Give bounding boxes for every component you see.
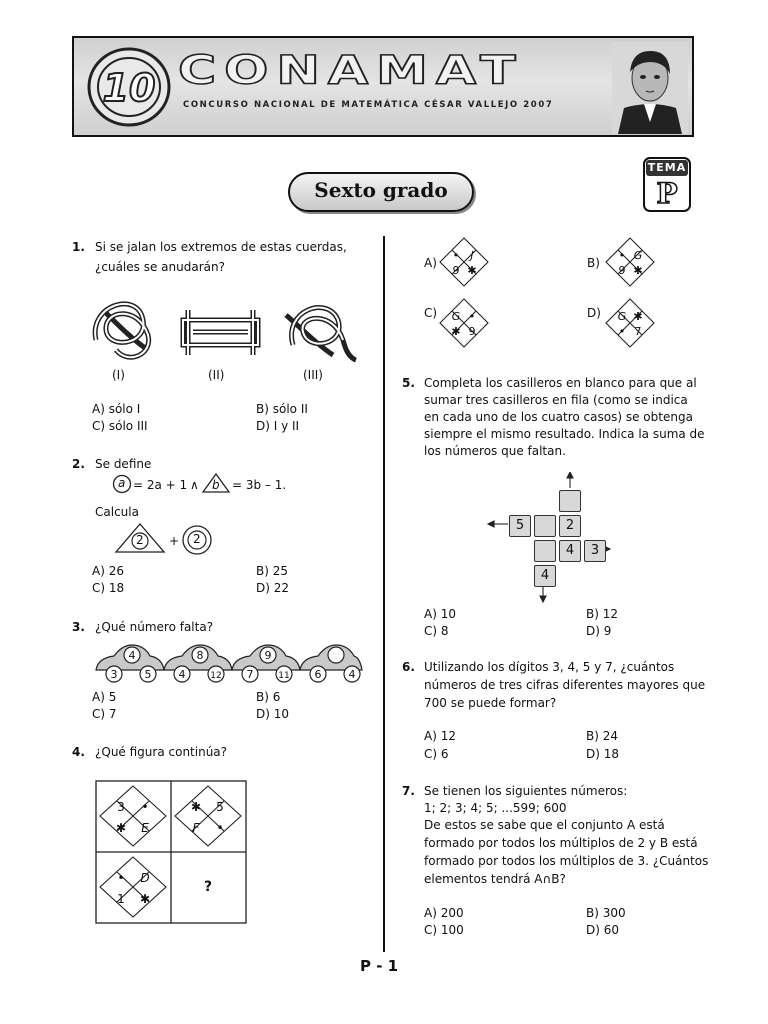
q6-option-a[interactable]: A) 12 [424,729,456,743]
q2-number: 2. [72,457,85,471]
svg-text:G: G [451,310,461,323]
q5-number: 5. [402,376,415,390]
svg-text:•: • [618,325,626,338]
grid2-bottom: • [216,821,224,835]
svg-text:✱: ✱ [633,310,643,323]
topic-label: TEMA [647,161,687,174]
svg-text:✱: ✱ [467,264,477,277]
grid3-left: 1 [117,892,125,906]
q5-line3: en cada uno de los cuatro casos) se obtenga [424,410,693,424]
q4-option-d-diamond[interactable] [604,297,656,349]
q7-option-d[interactable]: D) 60 [586,923,620,937]
q7-line3: De estos se sabe que el conjunto A está [424,818,665,832]
q1-text-line2: ¿cuáles se anudarán? [95,260,225,274]
q5-option-a[interactable]: A) 10 [424,607,456,621]
svg-text:G: G [633,249,643,262]
car2-left: 4 [178,668,186,681]
q4-option-d-label[interactable]: D) [587,306,601,320]
q1-number: 1. [72,240,85,254]
q4-option-b-diamond[interactable] [604,236,656,288]
q6-option-c[interactable]: C) 6 [424,747,449,761]
q7-line1: Se tienen los siguientes números: [424,784,628,798]
car2-top: 8 [196,649,204,662]
q3-question: ¿Qué número falta? [95,620,214,634]
q3-number: 3. [72,620,85,634]
grid-missing: ? [203,879,213,895]
q6-line1: Utilizando los dígitos 3, 4, 5 y 7, ¿cuántos [424,660,675,674]
q1-label-I: (I) [112,368,125,382]
car1-top: 4 [128,649,136,662]
q5-cell[interactable] [559,490,581,512]
car2-right: 12 [210,671,222,681]
q5-cell[interactable] [534,540,556,562]
q5-option-c[interactable]: C) 8 [424,624,449,638]
grid2-left: F [192,821,200,835]
car1-left: 3 [110,668,118,681]
q2-and-symbol: ∧ [190,478,199,492]
q3-option-c[interactable]: C) 7 [92,707,117,721]
q7-line5: formado por todos los múltiplos de 3. ¿Cuántos [424,854,709,868]
q2-option-c[interactable]: C) 18 [92,581,125,595]
grid2-top: ✱ [190,800,202,814]
svg-text:✱: ✱ [633,264,643,277]
grid3-right: D [140,871,150,885]
svg-text:7: 7 [634,325,642,338]
grid1-top: 3 [117,800,125,814]
q2-circle-value: 2 [193,532,201,546]
q4-grid-figure [95,780,247,924]
q5-cell[interactable]: 4 [559,540,581,562]
topic-letter: P [656,177,678,210]
car3-right: 11 [278,671,290,681]
svg-text:•: • [618,249,626,262]
q2-option-b[interactable]: B) 25 [256,564,288,578]
q2-intro: Se define [95,457,152,471]
q1-option-d[interactable]: D) I y II [256,419,300,433]
q7-line6: elementos tendrá A∩B? [424,872,566,886]
q2-option-a[interactable]: A) 26 [92,564,124,578]
q6-option-b[interactable]: B) 24 [586,729,618,743]
q1-label-III: (III) [303,368,323,382]
q5-cell[interactable]: 5 [509,515,531,537]
q7-option-a[interactable]: A) 200 [424,906,464,920]
svg-text:9: 9 [618,264,626,277]
q7-number: 7. [402,784,415,798]
svg-text:✱: ✱ [451,325,461,338]
svg-text:•: • [468,310,476,323]
q5-option-d[interactable]: D) 9 [586,624,612,638]
q4-number: 4. [72,745,85,759]
brand-title: CONAMAT [178,48,524,93]
car3-left: 7 [246,668,254,681]
q2-circle-var: a [118,476,126,490]
q3-option-b[interactable]: B) 6 [256,690,281,704]
q5-line4: siempre el mismo resultado. Indica la suma de [424,427,705,441]
q2-triangle-var: b [212,478,220,492]
q1-option-c[interactable]: C) sólo III [92,419,148,433]
svg-text:J: J [470,249,474,262]
grid3-top: • [117,871,125,885]
q5-line2: sumar tres casilleros en fila (como se indica [424,393,688,407]
q5-cell[interactable] [534,515,556,537]
car3-top: 9 [264,649,272,662]
car4-right: 4 [348,668,356,681]
grid2-right: 5 [216,800,224,814]
cars-figure [92,642,364,686]
brand-subtitle: CONCURSO NACIONAL DE MATEMÁTICA CÉSAR VALLEJO 2007 [183,100,554,110]
q2-triangle-value: 2 [136,533,144,547]
car4-left: 6 [314,668,322,681]
q7-line2: 1; 2; 3; 4; 5; ...599; 600 [424,801,567,815]
q5-cell[interactable]: 3 [584,540,606,562]
q4-option-b-label[interactable]: B) [587,256,600,270]
q6-number: 6. [402,660,415,674]
grid3-bottom: ✱ [139,892,151,906]
grid1-bottom: E [141,821,149,835]
q5-cell[interactable]: 2 [559,515,581,537]
rope-knots-figure [88,290,368,370]
q6-option-d[interactable]: D) 18 [586,747,620,761]
q2-plus: + [169,534,180,548]
q2-def1: = 2a + 1 [133,478,188,492]
svg-text:•: • [452,249,460,262]
q5-line1: Completa los casilleros en blanco para que al [424,376,697,390]
q4-option-c-label[interactable]: C) [424,306,438,320]
q1-label-II: (II) [208,368,225,382]
portrait-image [612,42,688,134]
q1-option-a[interactable]: A) sólo I [92,402,141,416]
q6-line3: 700 se puede formar? [424,696,557,710]
svg-text:G: G [617,310,627,323]
grade-title: Sexto grado [314,178,448,202]
logo-10-icon [84,44,174,130]
q1-option-b[interactable]: B) sólo II [256,402,308,416]
q3-option-a[interactable]: A) 5 [92,690,117,704]
q4-option-a-label[interactable]: A) [424,256,437,270]
q4-option-a-diamond[interactable] [438,236,490,288]
q7-option-b[interactable]: B) 300 [586,906,626,920]
svg-text:9: 9 [468,325,476,338]
q5-option-b[interactable]: B) 12 [586,607,618,621]
q4-question: ¿Qué figura continúa? [95,745,228,759]
grid1-right: • [141,800,149,814]
q6-line2: números de tres cifras diferentes mayores que [424,678,706,692]
q7-option-c[interactable]: C) 100 [424,923,464,937]
q2-option-d[interactable]: D) 22 [256,581,290,595]
q1-text-line1: Si se jalan los extremos de estas cuerdas, [95,240,347,254]
column-divider [383,236,385,952]
q7-line4: formado por todos los múltiplos de 2 y B está [424,836,698,850]
q3-option-d[interactable]: D) 10 [256,707,290,721]
grid1-left: ✱ [115,821,127,835]
q5-cell[interactable]: 4 [534,565,556,587]
svg-text:9: 9 [452,264,460,277]
logo-number: 10 [102,66,156,110]
page-number: P - 1 [360,957,399,975]
q2-def2: = 3b – 1. [232,478,287,492]
car1-right: 5 [144,668,152,681]
q5-line5: los números que faltan. [424,444,566,458]
q4-option-c-diamond[interactable] [438,297,490,349]
q2-calc: Calcula [95,505,139,519]
